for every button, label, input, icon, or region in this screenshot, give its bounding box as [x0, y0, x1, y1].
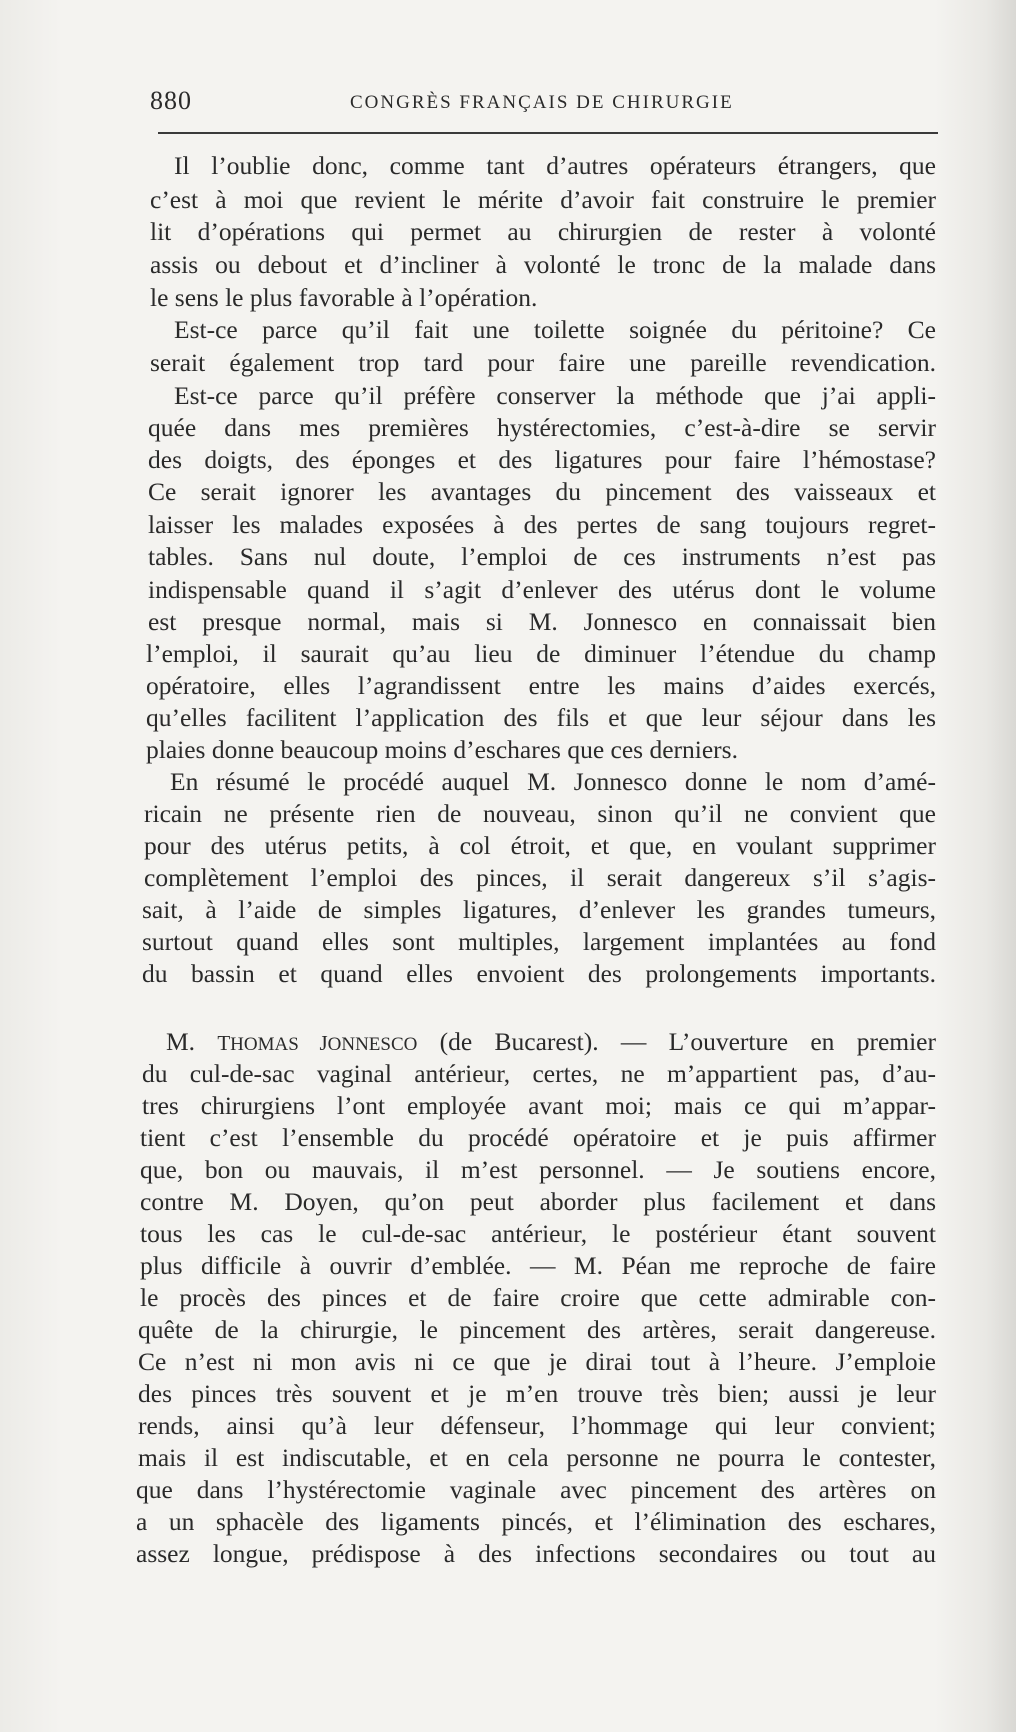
text-line: sait, à l’aide de simples ligatures, d’enlever les grandes tumeurs,: [142, 895, 936, 924]
text-line: des doigts, des éponges et des ligatures pour faire l’hémostase?: [148, 445, 936, 474]
text-line: quée dans mes premières hystérectomies, c’est-à-dire se servir: [148, 413, 936, 442]
text-line: serait également trop tard pour faire une pareille revendication.: [150, 348, 936, 377]
page-header: [148, 86, 940, 120]
page-number: 880: [150, 86, 192, 115]
text-line: a un sphacèle des ligaments pincés, et l’élimination des eschares,: [136, 1507, 936, 1536]
text-line: du bassin et quand elles envoient des prolongements importants.: [142, 959, 936, 988]
header-rule: [158, 132, 938, 134]
text-line: opératoire, elles l’agrandissent entre les mains d’aides exercés,: [146, 671, 936, 700]
text-line: ricain ne présente rien de nouveau, sinon qu’il ne convient que: [144, 799, 936, 828]
text-line: le sens le plus favorable à l’opération.: [150, 283, 538, 312]
text-line: pour des utérus petits, à col étroit, et que, en voulant supprimer: [144, 831, 936, 860]
text-line: plaies donne beaucoup moins d’eschares que ces derniers.: [146, 735, 738, 764]
text-line: laisser les malades exposées à des pertes de sang toujours regret-: [148, 510, 936, 539]
text-line: qu’elles facilitent l’application des fils et que leur séjour dans les: [146, 703, 936, 732]
text-line: que, bon ou mauvais, il m’est personnel. — Je soutiens encore,: [140, 1155, 936, 1184]
text-line: que dans l’hystérectomie vaginale avec pincement des artères on: [136, 1475, 936, 1504]
speaker-rest: (de Bucarest). — L’ouverture en premier: [417, 1027, 936, 1056]
speaker-surname: J: [319, 1031, 328, 1055]
text-line: tous les cas le cul-de-sac antérieur, le postérieur étant souvent: [140, 1219, 936, 1248]
text-line: est presque normal, mais si M. Jonnesco en connaissait bien: [148, 607, 936, 636]
text-line: l’emploi, il saurait qu’au lieu de diminuer l’étendue du champ: [146, 639, 936, 668]
speaker-name-rest: HOMAS: [230, 1034, 320, 1055]
text-line: mais il est indiscutable, et en cela personne ne pourra le contester,: [138, 1443, 936, 1472]
text-line: des pinces très souvent et je m’en trouve très bien; aussi je leur: [138, 1379, 936, 1408]
text-line: En résumé le procédé auquel M. Jonnesco donne le nom d’amé-: [170, 767, 936, 796]
text-line: assez longue, prédispose à des infections secondaires ou tout au: [136, 1539, 936, 1568]
text-line: surtout quand elles sont multiples, largement implantées au fond: [142, 927, 936, 956]
text-line: indispensable quand il s’agit d’enlever des utérus dont le volume: [148, 575, 936, 604]
text-line: contre M. Doyen, qu’on peut aborder plus facilement et dans: [140, 1187, 936, 1216]
text-line: lit d’opérations qui permet au chirurgien de rester à volonté: [150, 217, 936, 246]
text-line: tres chirurgiens l’ont employée avant moi; mais ce qui m’appar-: [142, 1091, 936, 1120]
text-line: Est-ce parce qu’il préfère conserver la méthode que j’ai appli-: [174, 381, 936, 410]
text-line: du cul-de-sac vaginal antérieur, certes, ne m’appartient pas, d’au-: [142, 1059, 936, 1088]
speaker-prefix: M.: [166, 1027, 218, 1056]
speaker-name: T: [217, 1031, 231, 1055]
text-line: Est-ce parce qu’il fait une toilette soignée du péritoine? Ce: [174, 315, 936, 344]
text-line: Ce serait ignorer les avantages du pincement des vaisseaux et: [148, 477, 936, 506]
text-line: Il l’oublie donc, comme tant d’autres opérateurs étrangers, que: [174, 151, 936, 180]
text-line: assis ou debout et d’incliner à volonté le tronc de la malade dans: [150, 250, 936, 279]
text-line: [166, 1026, 936, 1058]
text-line: Ce n’est ni mon avis ni ce que je dirai tout à l’heure. J’emploie: [138, 1347, 936, 1376]
text-line: complètement l’emploi des pinces, il serait dangereux s’il s’agis-: [144, 863, 936, 892]
text-line: rends, ainsi qu’à leur défenseur, l’hommage qui leur convient;: [138, 1411, 936, 1440]
text-line: le procès des pinces et de faire croire que cette admirable con-: [140, 1283, 936, 1312]
text-line: c’est à moi que revient le mérite d’avoir fait construire le premier: [150, 185, 936, 214]
running-head: CONGRÈS FRANÇAIS DE CHIRURGIE: [350, 92, 734, 113]
text-line: quête de la chirurgie, le pincement des artères, serait dangereuse.: [138, 1315, 936, 1344]
text-line: tient c’est l’ensemble du procédé opératoire et je puis affirmer: [140, 1123, 936, 1152]
text-line: plus difficile à ouvrir d’emblée. — M. Péan me reproche de faire: [140, 1251, 936, 1280]
speaker-surname-rest: ONNESCO: [327, 1034, 418, 1055]
text-line: tables. Sans nul doute, l’emploi de ces instruments n’est pas: [148, 542, 936, 571]
